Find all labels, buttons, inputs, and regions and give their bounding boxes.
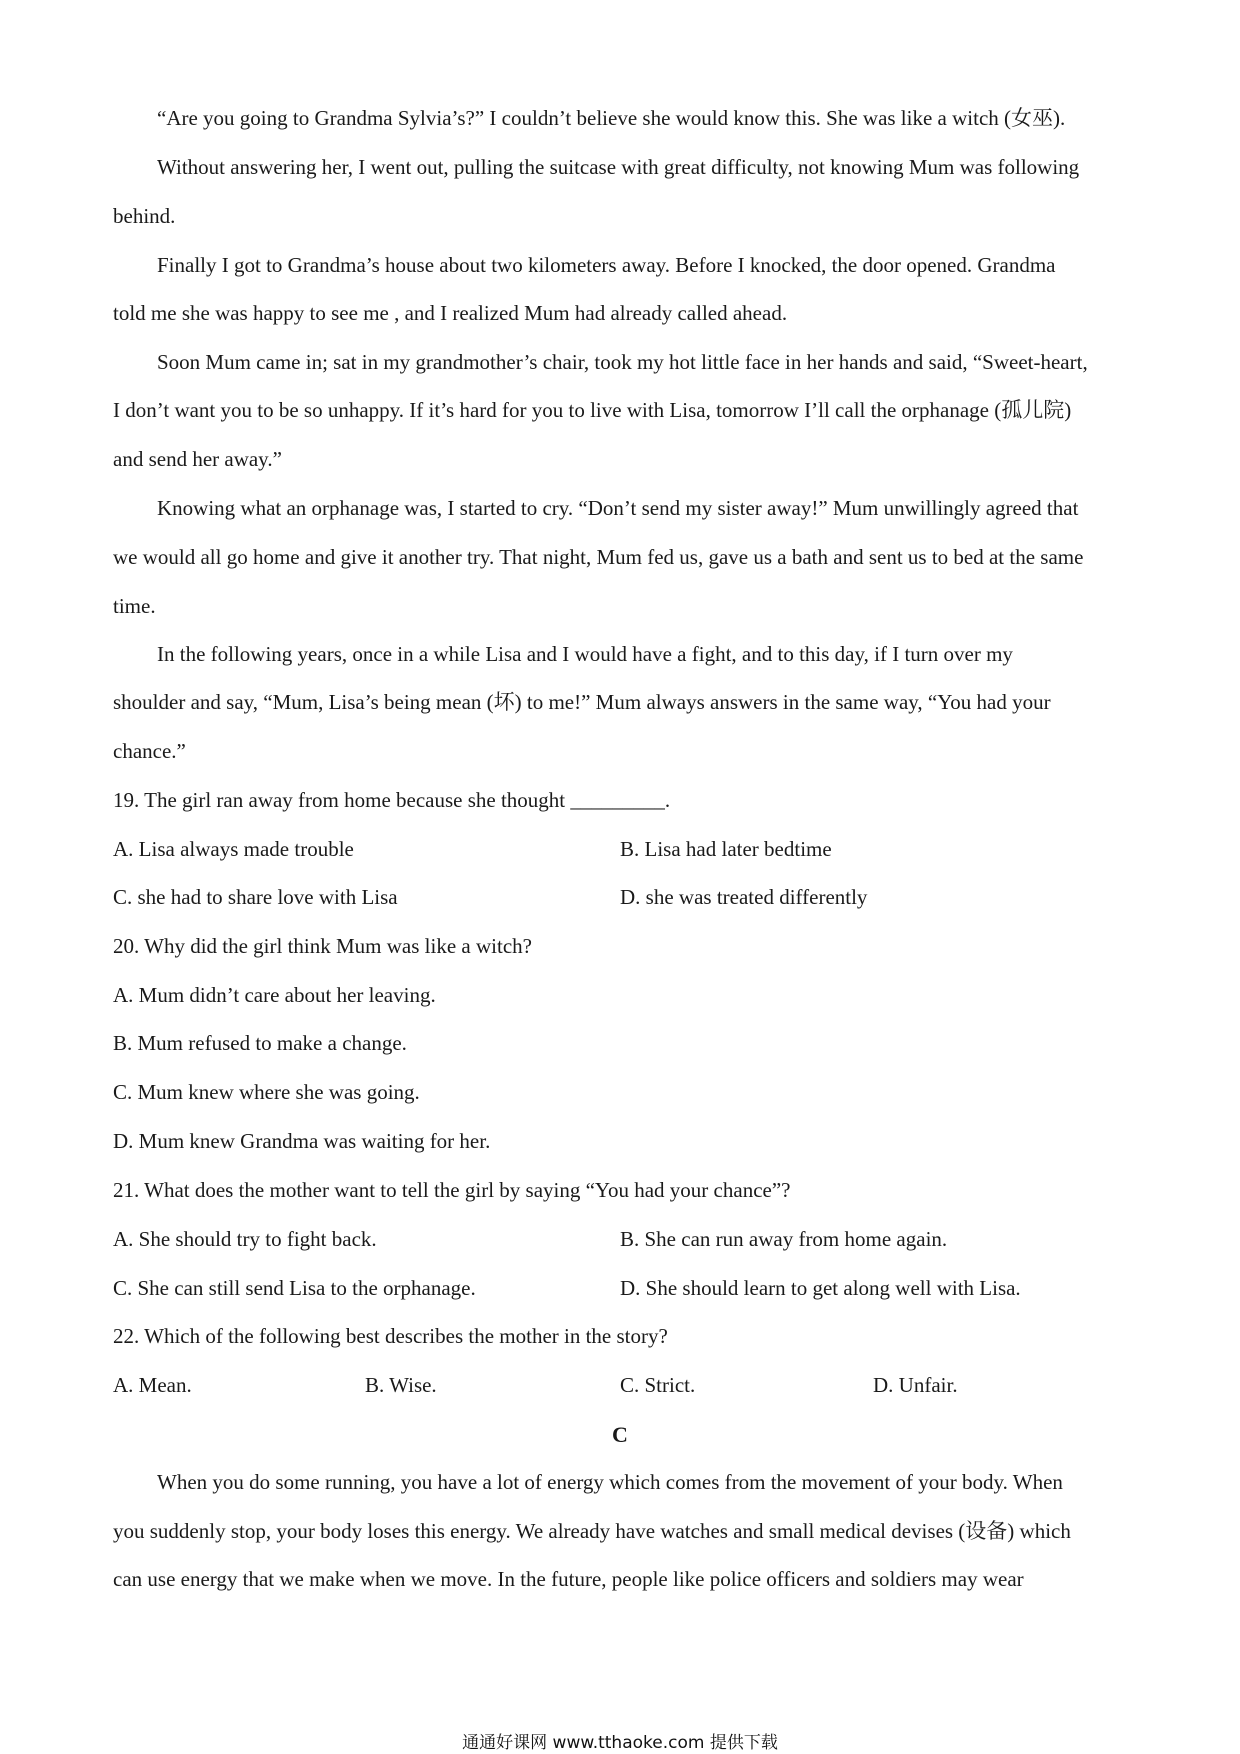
question-21-option-c: C. She can still send Lisa to the orphanage. bbox=[113, 1276, 476, 1300]
question-21-option-b: B. She can run away from home again. bbox=[620, 1227, 948, 1251]
section-c-heading: C bbox=[612, 1422, 628, 1447]
story-paragraph-4-line-3: and send her away.” bbox=[113, 447, 282, 471]
question-22-option-c: C. Strict. bbox=[620, 1373, 696, 1397]
page-footer: 通通好课网 www.tthaoke.com 提供下载 bbox=[462, 1733, 778, 1753]
story-paragraph-6-line-2: shoulder and say, “Mum, Lisa’s being mean (坏) to me!” Mum always answers in the same way, “You had your bbox=[113, 690, 1051, 714]
question-22-stem: 22. Which of the following best describes the mother in the story? bbox=[113, 1324, 668, 1348]
question-20-option-b: B. Mum refused to make a change. bbox=[113, 1031, 407, 1055]
story-paragraph-3-line-1: Finally I got to Grandma’s house about two kilometers away. Before I knocked, the door opened. Grandma bbox=[157, 253, 1056, 277]
question-19-option-b: B. Lisa had later bedtime bbox=[620, 837, 832, 861]
question-20-option-c: C. Mum knew where she was going. bbox=[113, 1080, 420, 1104]
question-20-stem: 20. Why did the girl think Mum was like a witch? bbox=[113, 934, 532, 958]
section-c-line-1: When you do some running, you have a lot of energy which comes from the movement of your body. When bbox=[157, 1470, 1063, 1494]
question-21-option-d: D. She should learn to get along well with Lisa. bbox=[620, 1276, 1021, 1300]
story-paragraph-4-line-1: Soon Mum came in; sat in my grandmother’s chair, took my hot little face in her hands and said, “Sweet-heart, bbox=[157, 350, 1088, 374]
story-paragraph-5-line-3: time. bbox=[113, 594, 156, 618]
story-paragraph-5-line-2: we would all go home and give it another try. That night, Mum fed us, gave us a bath and sent us to bed at the same bbox=[113, 545, 1084, 569]
question-19-stem: 19. The girl ran away from home because she thought _________. bbox=[113, 788, 671, 812]
question-22-option-d: D. Unfair. bbox=[873, 1373, 958, 1397]
story-paragraph-3-line-2: told me she was happy to see me , and I realized Mum had already called ahead. bbox=[113, 301, 788, 325]
story-paragraph-2-line-1: Without answering her, I went out, pulling the suitcase with great difficulty, not knowing Mum was following bbox=[157, 155, 1080, 179]
question-20-option-a: A. Mum didn’t care about her leaving. bbox=[113, 983, 436, 1007]
question-22-option-b: B. Wise. bbox=[365, 1373, 437, 1397]
question-20-option-d: D. Mum knew Grandma was waiting for her. bbox=[113, 1129, 491, 1153]
story-paragraph-6-line-1: In the following years, once in a while Lisa and I would have a fight, and to this day, if I turn over my bbox=[157, 642, 1013, 666]
question-21-option-a: A. She should try to fight back. bbox=[113, 1227, 377, 1251]
story-paragraph-6-line-3: chance.” bbox=[113, 739, 186, 763]
story-paragraph-4-line-2: I don’t want you to be so unhappy. If it’s hard for you to live with Lisa, tomorrow I’ll call the orphanage (孤儿院) bbox=[113, 398, 1072, 422]
section-c-line-2: you suddenly stop, your body loses this energy. We already have watches and small medical devises (设备) which bbox=[113, 1519, 1071, 1543]
story-paragraph-5-line-1: Knowing what an orphanage was, I started to cry. “Don’t send my sister away!” Mum unwillingly agreed that bbox=[157, 496, 1079, 520]
question-19-option-d: D. she was treated differently bbox=[620, 885, 868, 909]
story-paragraph-2-line-2: behind. bbox=[113, 204, 176, 228]
section-c-line-3: can use energy that we make when we move. In the future, people like police officers and soldiers may wear bbox=[113, 1567, 1024, 1591]
story-paragraph-1: “Are you going to Grandma Sylvia’s?” I couldn’t believe she would know this. She was like a witch (女巫). bbox=[157, 106, 1066, 130]
question-19-option-c: C. she had to share love with Lisa bbox=[113, 885, 398, 909]
question-21-stem: 21. What does the mother want to tell the girl by saying “You had your chance”? bbox=[113, 1178, 791, 1202]
question-19-option-a: A. Lisa always made trouble bbox=[113, 837, 354, 861]
question-22-option-a: A. Mean. bbox=[113, 1373, 192, 1397]
